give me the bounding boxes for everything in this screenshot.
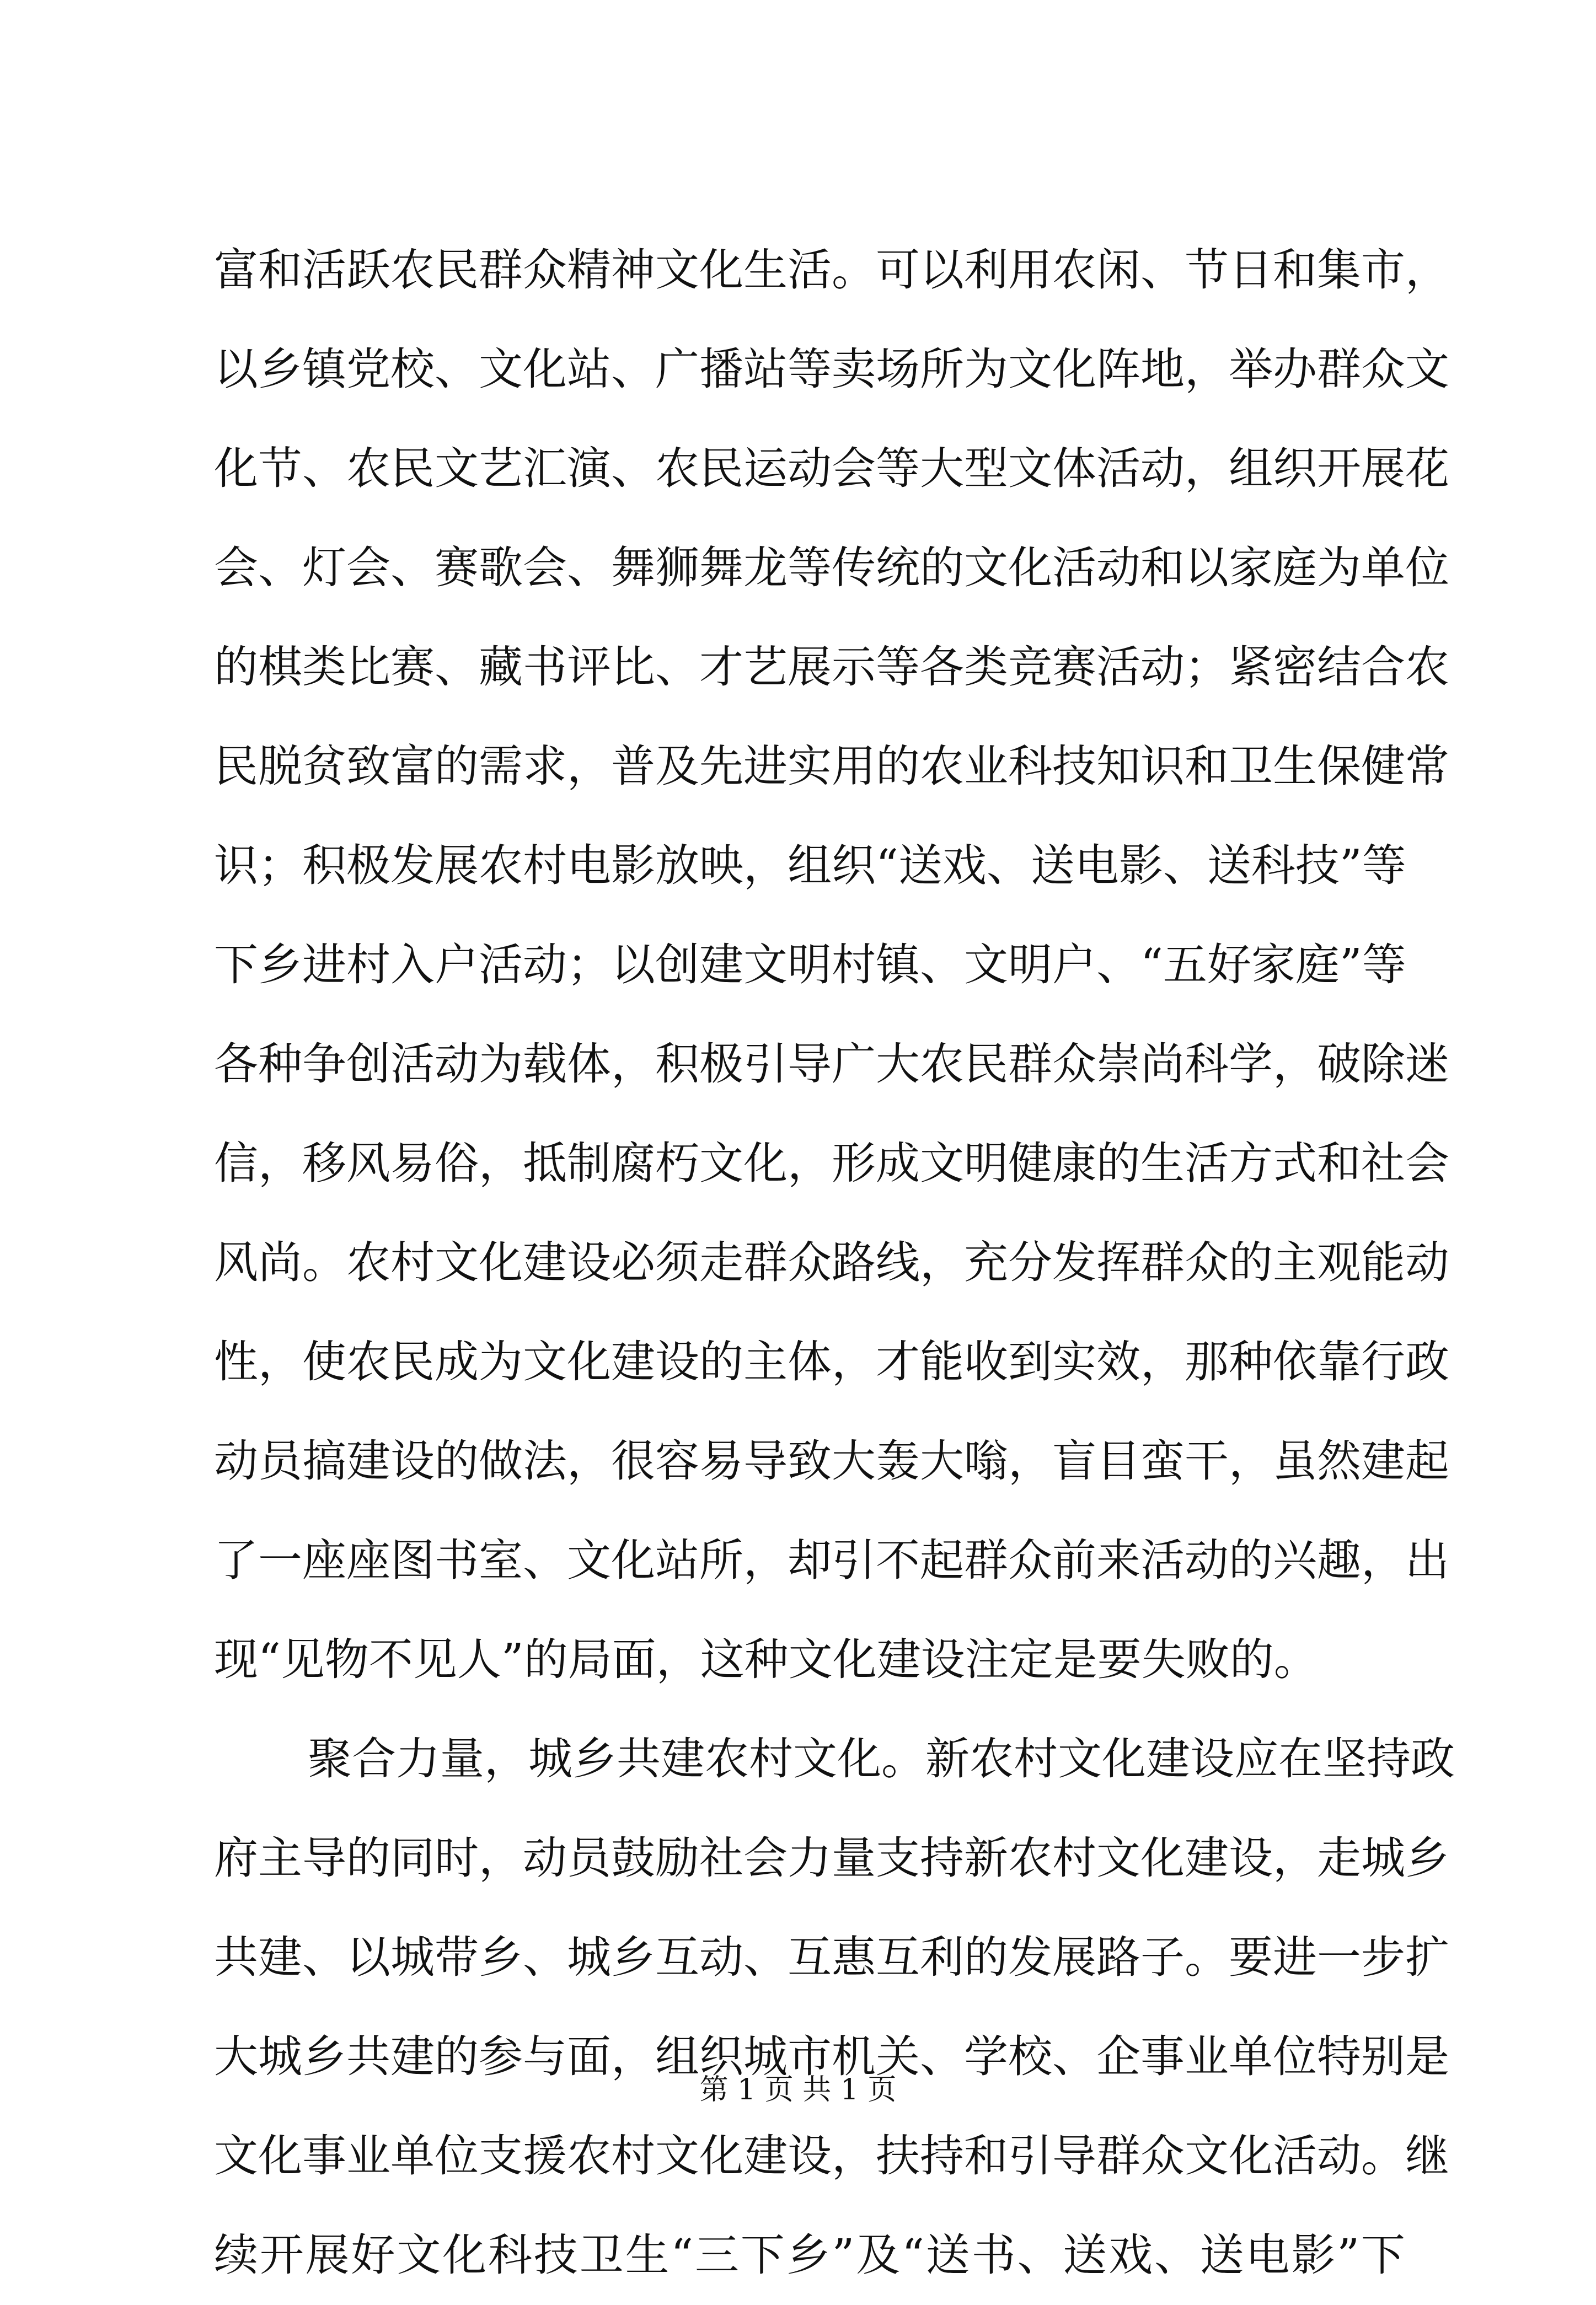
text-line: 文化事业单位支援农村文化建设，扶持和引导群众文化活动。继 (214, 2130, 1449, 2181)
text-line: 会、灯会、赛歌会、舞狮舞龙等传统的文化活动和以家庭为单位 (214, 542, 1449, 593)
text-line: 的棋类比赛、藏书评比、才艺展示等各类竞赛活动；紧密结合农 (214, 641, 1449, 693)
text-line: 现“见物不见人”的局面，这种文化建设注定是要失败的。 (214, 1634, 1318, 1685)
text-line: 续开展好文化科技卫生“三下乡”及“送书、送戏、送电影”下 (214, 2229, 1405, 2281)
text-line: 化节、农民文艺汇演、农民运动会等大型文体活动，组织开展花 (214, 443, 1449, 494)
text-line: 动员搞建设的做法，很容易导致大轰大嗡，盲目蛮干，虽然建起 (214, 1435, 1449, 1487)
text-line: 下乡进村入户活动；以创建文明村镇、文明户、“五好家庭”等 (214, 939, 1406, 990)
text-line: 大城乡共建的参与面，组织城市机关、学校、企事业单位特别是 (214, 2031, 1449, 2082)
paragraph-first-line: 聚合力量，城乡共建农村文化。新农村文化建设应在坚持政 (308, 1733, 1455, 1784)
text-line: 民脱贫致富的需求，普及先进实用的农业科技知识和卫生保健常 (214, 741, 1449, 792)
text-line: 信，移风易俗，抵制腐朽文化，形成文明健康的生活方式和社会 (214, 1138, 1449, 1189)
text-line: 以乡镇党校、文化站、广播站等卖场所为文化阵地，举办群众文 (214, 344, 1449, 395)
document-body (214, 221, 1455, 2305)
text-line: 富和活跃农民群众精神文化生活。可以利用农闲、节日和集市， (214, 244, 1449, 296)
text-line: 风尚。农村文化建设必须走群众路线，充分发挥群众的主观能动 (214, 1237, 1449, 1288)
text-line: 识；积极发展农村电影放映，组织“送戏、送电影、送科技”等 (214, 840, 1406, 891)
text-line: 各种争创活动为载体，积极引导广大农民群众崇尚科学，破除迷 (214, 1038, 1449, 1090)
text-line: 共建、以城带乡、城乡互动、互惠互利的发展路子。要进一步扩 (214, 1932, 1449, 1983)
text-line: 性，使农民成为文化建设的主体，才能收到实效，那种依靠行政 (214, 1336, 1449, 1387)
text-line: 府主导的同时，动员鼓励社会力量支持新农村文化建设，走城乡 (214, 1832, 1449, 1884)
text-line: 了一座座图书室、文化站所，却引不起群众前来活动的兴趣，出 (214, 1535, 1449, 1586)
page-number-footer: 第 1 页 共 1 页 (699, 2073, 897, 2106)
